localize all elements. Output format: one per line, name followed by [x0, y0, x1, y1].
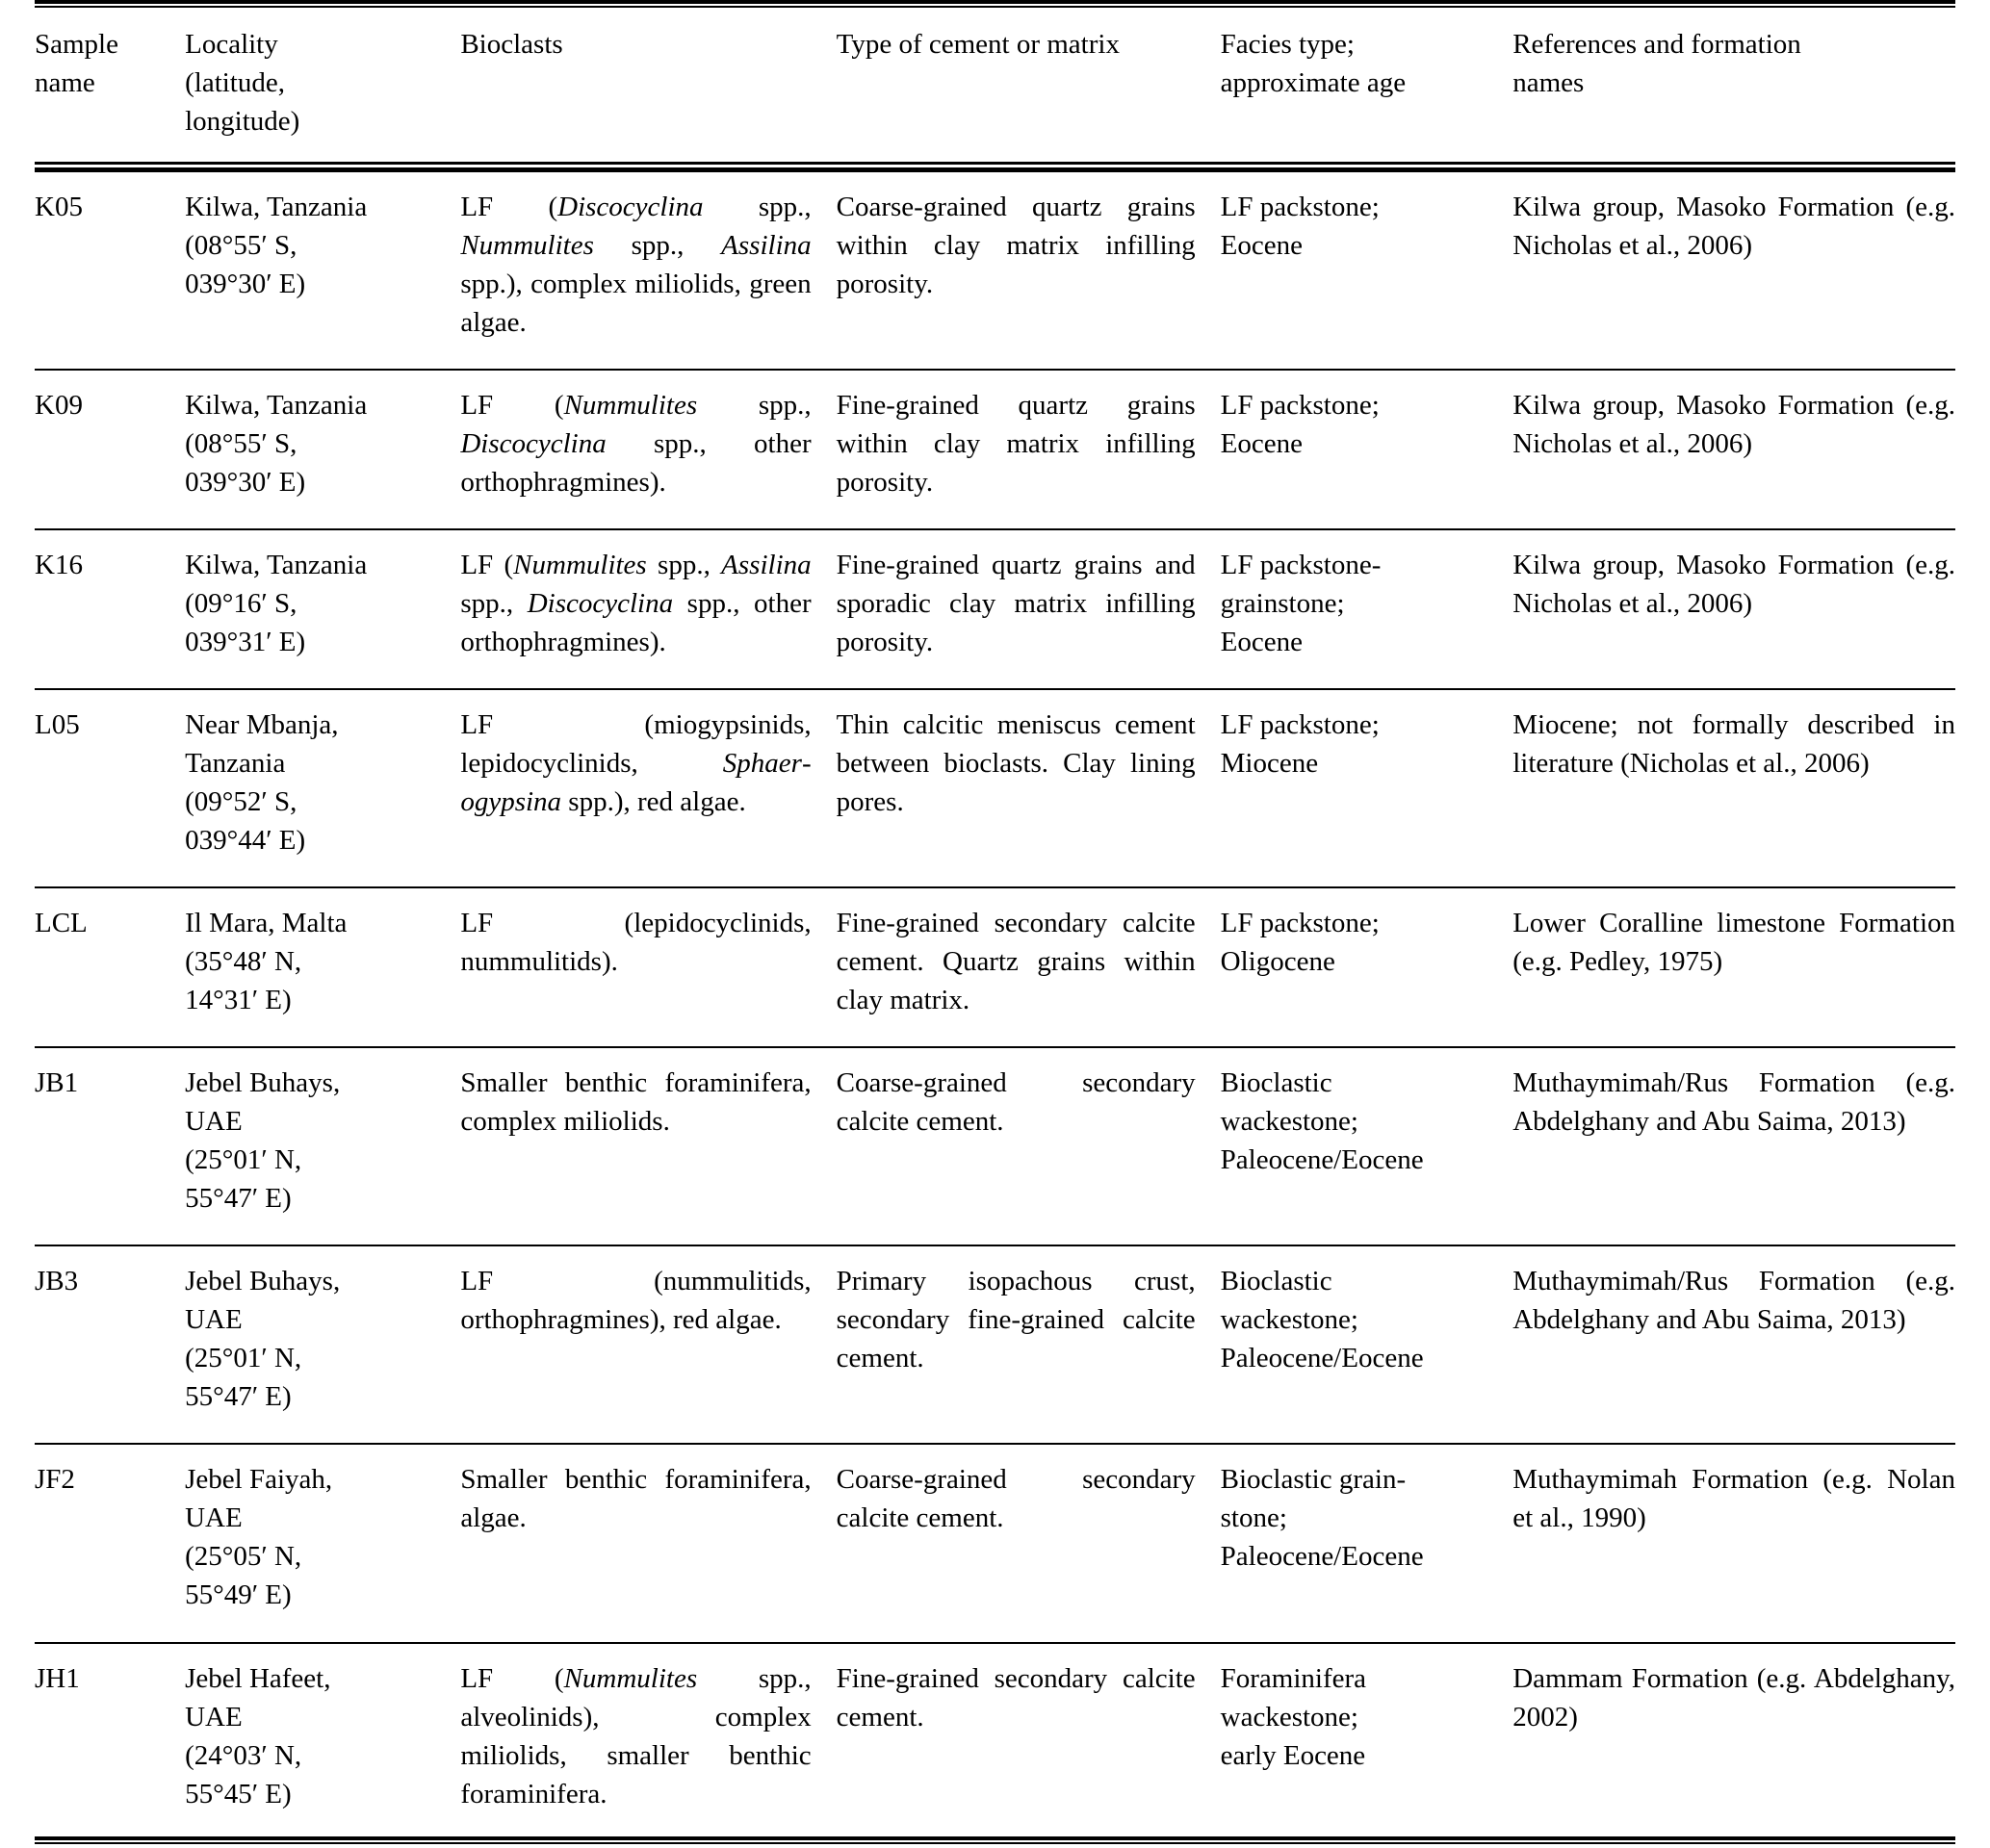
cell-locality [185, 1047, 460, 1245]
cell-bioclasts: Smaller benthic foraminifera, complex miliolids. [460, 1047, 836, 1245]
locality-line: Tanzania [185, 748, 286, 780]
cell-facies-type [1221, 171, 1513, 371]
table-row [35, 1245, 1955, 1444]
cell-locality [185, 370, 460, 529]
locality-line: (08°55′ S, [185, 230, 297, 262]
cell-facies-type [1221, 1643, 1513, 1840]
facies-line: Eocene [1220, 627, 1303, 658]
locality-line: (25°01′ N, [185, 1144, 302, 1176]
facies-line: Bioclastic [1220, 1266, 1332, 1297]
column-header-sample-name [35, 12, 185, 162]
cell-facies-type [1221, 529, 1513, 689]
locality-line: Jebel Buhays, [185, 1266, 341, 1297]
locality-line: Kilwa, Tanzania [185, 192, 368, 223]
locality-line: 55°45′ E) [185, 1778, 292, 1810]
cell-sample-name: K16 [35, 529, 185, 689]
cell-bioclasts: LF (Nummulites spp., alveolinids), complex miliolids, smaller benthic foraminifera. [460, 1643, 836, 1840]
locality-line: (08°55′ S, [185, 428, 297, 460]
column-header-row [35, 12, 1955, 162]
facies-line: grainstone; [1220, 588, 1345, 620]
cell-cement-or-matrix: Fine-grained secondary calcite cement. Quartz grains within clay matrix. [837, 887, 1221, 1047]
cell-cement-or-matrix: Fine-grained secondary calcite cement. [837, 1643, 1221, 1840]
locality-line: (25°01′ N, [185, 1343, 302, 1374]
cell-sample-name: L05 [35, 689, 185, 887]
cell-sample-name: JF2 [35, 1444, 185, 1642]
locality-line: Il Mara, Malta [185, 908, 348, 939]
cell-cement-or-matrix: Coarse-grained secondary calcite cement. [837, 1047, 1221, 1245]
facies-line: Oligocene [1220, 946, 1335, 978]
cell-references: Lower Coralline limestone Formation (e.g. Pedley, 1975) [1512, 887, 1955, 1047]
cell-bioclasts: LF (lepidocyclinids, nummulitids). [460, 887, 836, 1047]
facies-line: stone; [1220, 1502, 1287, 1534]
cell-cement-or-matrix: Thin calcitic meniscus cement between bioclasts. Clay lining pores. [837, 689, 1221, 887]
cell-references: Muthaymimah Formation (e.g. Nolan et al., 1990) [1512, 1444, 1955, 1642]
header-line: Type of cement or matrix [836, 29, 1120, 60]
locality-line: Kilwa, Tanzania [185, 550, 368, 581]
facies-line: early Eocene [1220, 1739, 1366, 1771]
header-rule-row [35, 162, 1955, 171]
column-header-cement [837, 12, 1221, 162]
locality-line: 55°47′ E) [185, 1381, 292, 1413]
header-line: Locality [185, 29, 278, 60]
facies-line: Eocene [1220, 428, 1303, 460]
top-rule [35, 0, 1955, 12]
cell-sample-name: JH1 [35, 1643, 185, 1840]
bottom-rule [35, 1836, 1955, 1848]
cell-bioclasts: LF (Nummulites spp., Discocyclina spp., other orthophragmines). [460, 370, 836, 529]
table-row [35, 689, 1955, 887]
cell-sample-name: JB3 [35, 1245, 185, 1444]
cell-references: Kilwa group, Masoko Formation (e.g. Nicholas et al., 2006) [1512, 370, 1955, 529]
header-line: Facies type; [1220, 29, 1355, 60]
cell-locality [185, 689, 460, 887]
locality-line: (09°52′ S, [185, 786, 297, 818]
cell-facies-type [1221, 887, 1513, 1047]
locality-line: (25°05′ N, [185, 1541, 302, 1573]
locality-line: UAE [185, 1106, 243, 1138]
facies-line: Paleocene/Eocene [1220, 1144, 1424, 1176]
cell-facies-type [1221, 1444, 1513, 1642]
table-head [35, 0, 1955, 171]
facies-line: wackestone; [1220, 1106, 1358, 1138]
header-line: Bioclasts [460, 29, 563, 60]
locality-line: (09°16′ S, [185, 588, 297, 620]
locality-line: (35°48′ N, [185, 946, 302, 978]
cell-sample-name: JB1 [35, 1047, 185, 1245]
facies-line: wackestone; [1220, 1701, 1358, 1732]
cell-references: Dammam Formation (e.g. Abdelghany, 2002) [1512, 1643, 1955, 1840]
facies-line: LF packstone- [1220, 550, 1382, 581]
locality-line: 039°30′ E) [185, 467, 306, 499]
column-header-locality [185, 12, 460, 162]
table-row [35, 1047, 1955, 1245]
cell-locality [185, 529, 460, 689]
top-rule-row [35, 0, 1955, 12]
cell-references: Muthaymimah/Rus Formation (e.g. Abdelghany and Abu Saima, 2013) [1512, 1245, 1955, 1444]
table-row [35, 1444, 1955, 1642]
cell-bioclasts: Smaller benthic foraminifera, algae. [460, 1444, 836, 1642]
table-row [35, 171, 1955, 371]
cell-references: Kilwa group, Masoko Formation (e.g. Nicholas et al., 2006) [1512, 171, 1955, 371]
cell-locality [185, 1643, 460, 1840]
sample-data-table [35, 0, 1955, 1840]
locality-line: Jebel Hafeet, [185, 1662, 331, 1694]
header-line: names [1512, 67, 1585, 99]
locality-line: UAE [185, 1502, 243, 1534]
locality-line: Near Mbanja, [185, 709, 339, 741]
locality-line: 039°44′ E) [185, 825, 306, 857]
cell-references: Miocene; not formally described in literature (Nicholas et al., 2006) [1512, 689, 1955, 887]
cell-locality [185, 887, 460, 1047]
header-line: longitude) [185, 106, 300, 138]
locality-line: Kilwa, Tanzania [185, 390, 368, 422]
cell-locality [185, 171, 460, 371]
locality-line: 55°49′ E) [185, 1579, 292, 1611]
header-line: name [35, 67, 95, 99]
facies-line: Paleocene/Eocene [1220, 1343, 1424, 1374]
facies-line: LF packstone; [1220, 709, 1380, 741]
facies-line: Bioclastic [1220, 1067, 1332, 1099]
cell-sample-name: LCL [35, 887, 185, 1047]
header-line: References and formation [1512, 29, 1801, 60]
locality-line: UAE [185, 1701, 243, 1732]
cell-bioclasts: LF (miogypsinids, lepidocyclinids, Sphaerogypsina spp.), red algae. [460, 689, 836, 887]
cell-cement-or-matrix: Primary isopachous crust, secondary fine-grained calcite cement. [837, 1245, 1221, 1444]
facies-line: LF packstone; [1220, 192, 1380, 223]
column-header-bioclasts [460, 12, 836, 162]
facies-line: wackestone; [1220, 1304, 1358, 1336]
locality-line: 039°30′ E) [185, 269, 306, 300]
cell-facies-type [1221, 370, 1513, 529]
locality-line: 55°47′ E) [185, 1183, 292, 1215]
locality-line: 14°31′ E) [185, 985, 292, 1016]
cell-bioclasts: LF (nummulitids, orthophragmines), red algae. [460, 1245, 836, 1444]
cell-facies-type [1221, 1047, 1513, 1245]
table-body [35, 171, 1955, 1840]
cell-sample-name: K05 [35, 171, 185, 371]
cell-cement-or-matrix: Coarse-grained secondary calcite cement. [837, 1444, 1221, 1642]
table-row [35, 529, 1955, 689]
facies-line: Miocene [1220, 748, 1319, 780]
facies-line: LF packstone; [1220, 908, 1380, 939]
locality-line: Jebel Buhays, [185, 1067, 341, 1099]
column-header-references [1512, 12, 1955, 162]
cell-references: Kilwa group, Masoko Formation (e.g. Nicholas et al., 2006) [1512, 529, 1955, 689]
cell-cement-or-matrix: Fine-grained quartz grains within clay matrix infilling porosity. [837, 370, 1221, 529]
column-header-facies [1221, 12, 1513, 162]
facies-line: Eocene [1220, 230, 1303, 262]
facies-line: Foraminifera [1220, 1662, 1367, 1694]
cell-cement-or-matrix: Coarse-grained quartz grains within clay matrix infilling porosity. [837, 171, 1221, 371]
cell-facies-type [1221, 1245, 1513, 1444]
cell-references: Muthaymimah/Rus Formation (e.g. Abdelghany and Abu Saima, 2013) [1512, 1047, 1955, 1245]
cell-facies-type [1221, 689, 1513, 887]
header-line: approximate age [1220, 67, 1407, 99]
table-row [35, 1643, 1955, 1840]
cell-locality [185, 1245, 460, 1444]
locality-line: Jebel Faiyah, [185, 1464, 333, 1496]
facies-line: Bioclastic grain- [1220, 1464, 1407, 1496]
locality-line: (24°03′ N, [185, 1739, 302, 1771]
cell-cement-or-matrix: Fine-grained quartz grains and sporadic clay matrix infilling porosity. [837, 529, 1221, 689]
table-row [35, 887, 1955, 1047]
locality-line: 039°31′ E) [185, 627, 306, 658]
facies-line: Paleocene/Eocene [1220, 1541, 1424, 1573]
locality-line: UAE [185, 1304, 243, 1336]
table-row [35, 370, 1955, 529]
cell-sample-name: K09 [35, 370, 185, 529]
header-line: Sample [35, 29, 118, 60]
cell-locality [185, 1444, 460, 1642]
header-line: (latitude, [185, 67, 285, 99]
cell-bioclasts: LF (Nummulites spp., Assilina spp., Discocyclina spp., other orthophragmines). [460, 529, 836, 689]
cell-bioclasts: LF (Discocyclina spp., Nummulites spp., Assilina spp.), complex miliolids, green algae. [460, 171, 836, 371]
header-separator-rule [35, 162, 1955, 169]
facies-line: LF packstone; [1220, 390, 1380, 422]
